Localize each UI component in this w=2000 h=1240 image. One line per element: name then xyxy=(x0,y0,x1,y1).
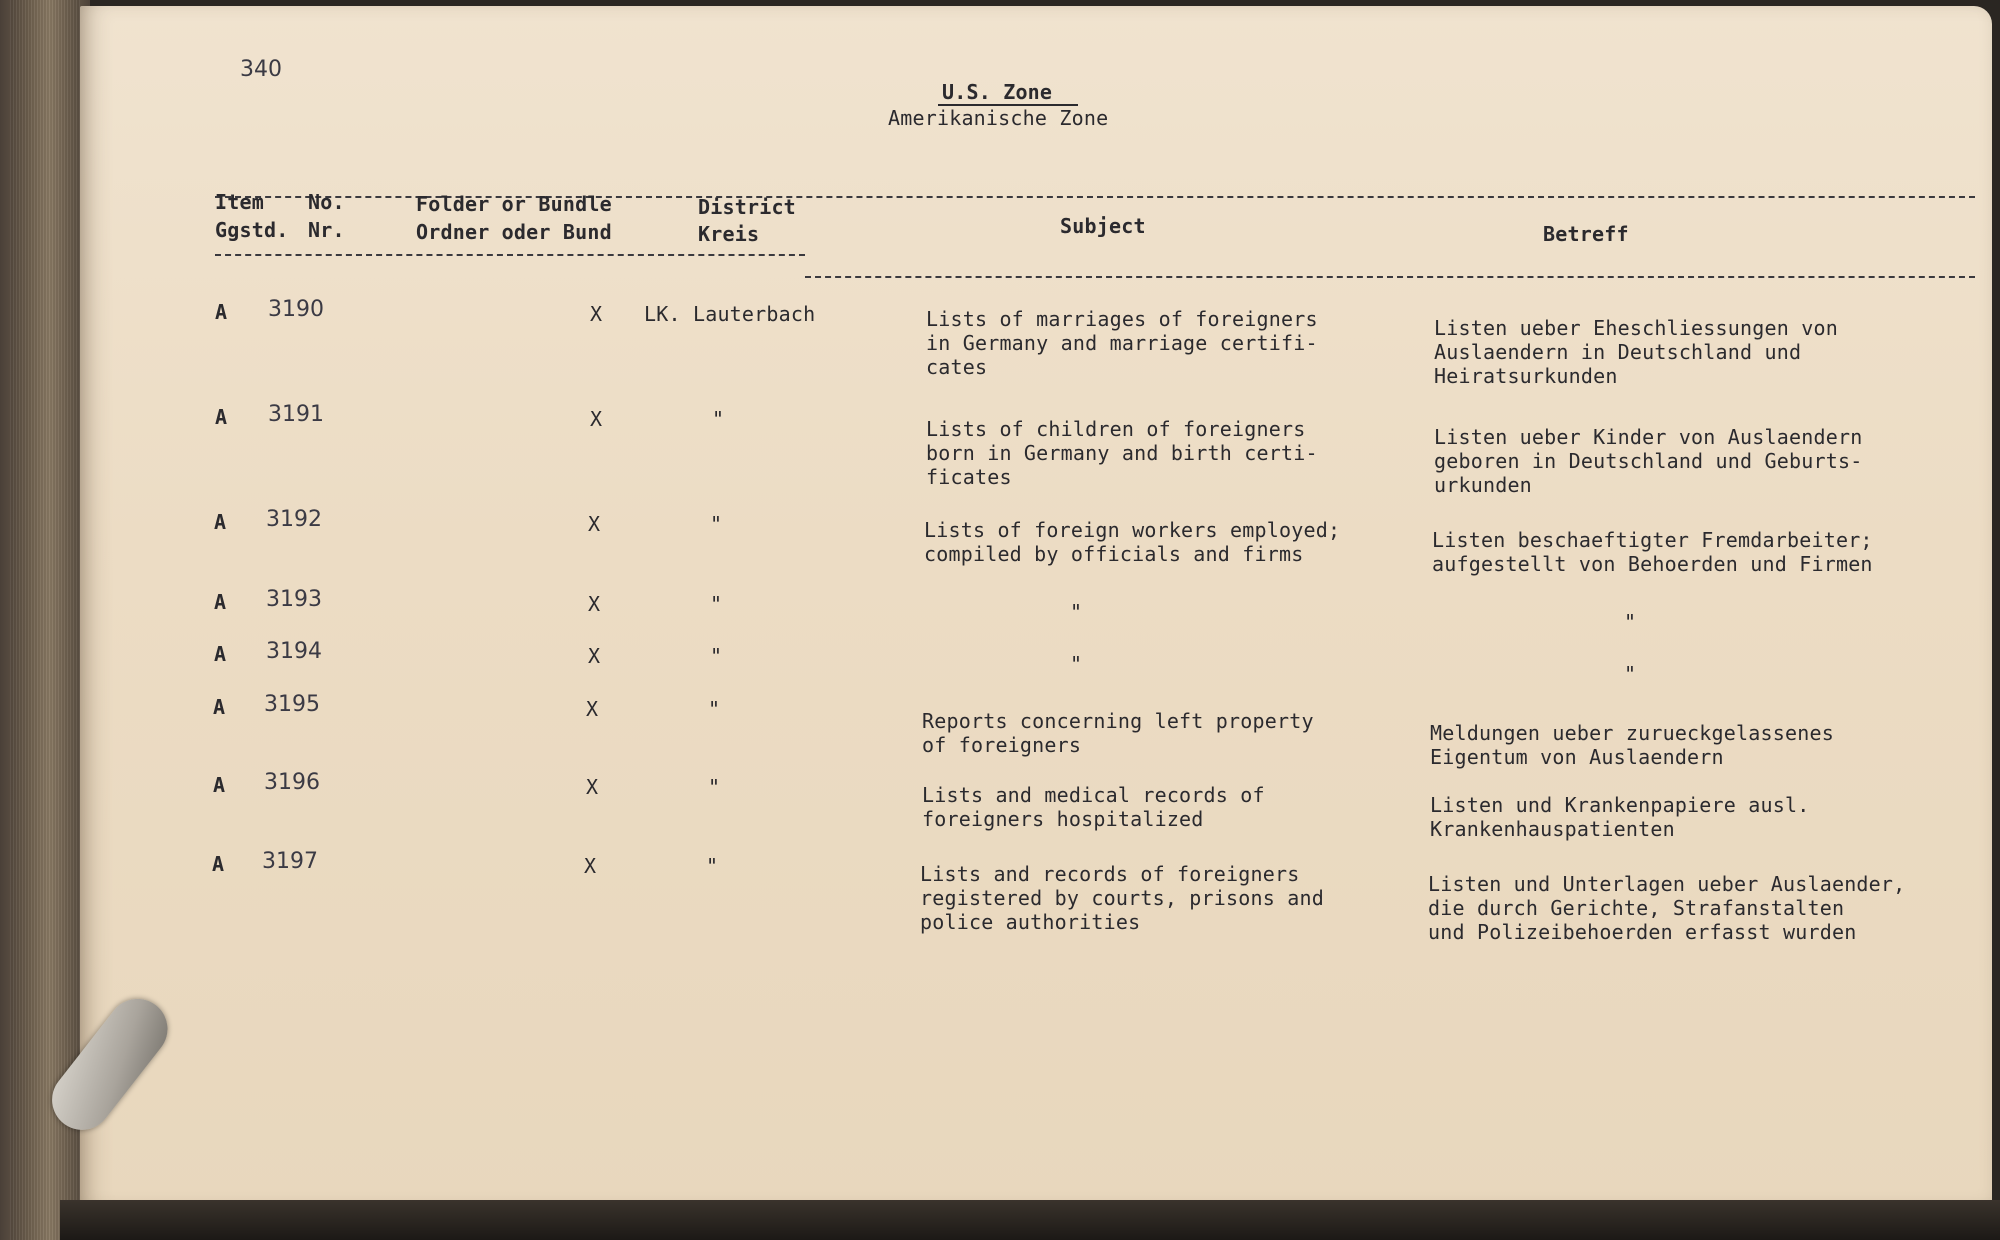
row-folder-mark: X xyxy=(588,512,601,536)
row-betreff-line: Meldungen ueber zurueckgelassenes xyxy=(1430,721,1834,745)
header-item: Item xyxy=(215,190,264,214)
row-betreff-line: Listen und Krankenpapiere ausl. xyxy=(1430,793,1810,817)
row-betreff-line: urkunden xyxy=(1434,473,1532,497)
row-number: 3193 xyxy=(266,587,322,612)
header-folder: Folder or Bundle xyxy=(416,192,612,216)
row-betreff-line: Listen beschaeftigter Fremdarbeiter; xyxy=(1432,528,1873,552)
row-subject-line: Reports concerning left property xyxy=(922,709,1314,733)
row-subject-line: born in Germany and birth certi- xyxy=(926,441,1318,465)
row-betreff-line: " xyxy=(1624,662,1637,686)
row-subject-line: foreigners hospitalized xyxy=(922,807,1204,831)
row-item-code: A xyxy=(213,695,226,719)
row-betreff-line: Listen und Unterlagen ueber Auslaender, xyxy=(1428,872,1906,896)
row-number: 3194 xyxy=(266,639,322,664)
row-item-code: A xyxy=(214,642,227,666)
row-subject-line: of foreigners xyxy=(922,733,1082,757)
row-district: " xyxy=(710,644,723,668)
row-betreff-line: Listen ueber Eheschliessungen von xyxy=(1434,316,1838,340)
row-subject-line: Lists of foreign workers employed; xyxy=(924,518,1341,542)
header-no: No. xyxy=(308,190,345,214)
row-subject-line: in Germany and marriage certifi- xyxy=(926,331,1318,355)
row-item-code: A xyxy=(214,590,227,614)
header-rule-bottom-right xyxy=(805,276,1975,278)
row-betreff-line: geboren in Deutschland und Geburts- xyxy=(1434,449,1863,473)
row-district: " xyxy=(710,592,723,616)
document-page xyxy=(80,6,1992,1212)
row-item-code: A xyxy=(214,510,227,534)
row-betreff-line: und Polizeibehoerden erfasst wurden xyxy=(1428,920,1857,944)
row-subject-line: compiled by officials and firms xyxy=(924,542,1304,566)
row-number: 3191 xyxy=(268,402,324,427)
row-number: 3192 xyxy=(266,507,322,532)
row-folder-mark: X xyxy=(588,592,601,616)
row-folder-mark: X xyxy=(584,854,597,878)
row-item-code: A xyxy=(213,773,226,797)
row-item-code: A xyxy=(212,852,225,876)
row-district: " xyxy=(710,512,723,536)
row-subject-line: police authorities xyxy=(920,910,1141,934)
row-subject-line: cates xyxy=(926,355,988,379)
row-betreff-line: aufgestellt von Behoerden und Firmen xyxy=(1432,552,1873,576)
row-subject-line: registered by courts, prisons and xyxy=(920,886,1324,910)
row-district: " xyxy=(708,697,721,721)
row-folder-mark: X xyxy=(590,407,603,431)
row-district: " xyxy=(708,775,721,799)
row-betreff-line: Eigentum von Auslaendern xyxy=(1430,745,1724,769)
row-folder-mark: X xyxy=(588,644,601,668)
row-number: 3196 xyxy=(264,770,320,795)
row-betreff-line: Krankenhauspatienten xyxy=(1430,817,1675,841)
page-subtitle: Amerikanische Zone xyxy=(888,106,1109,130)
row-district: " xyxy=(706,854,719,878)
page-number: 340 xyxy=(240,57,282,82)
header-no-de: Nr. xyxy=(308,218,345,242)
header-district-de: Kreis xyxy=(698,222,760,246)
book-edge xyxy=(0,0,90,1240)
header-betreff: Betreff xyxy=(1543,222,1629,246)
header-folder-de: Ordner oder Bund xyxy=(416,220,612,244)
page-title: U.S. Zone xyxy=(942,80,1053,104)
row-number: 3197 xyxy=(262,849,318,874)
header-subject: Subject xyxy=(1060,214,1146,238)
header-rule-bottom-left xyxy=(215,254,805,256)
row-district: " xyxy=(712,407,725,431)
row-item-code: A xyxy=(215,405,228,429)
row-subject-line: ficates xyxy=(926,465,1012,489)
row-betreff-line: Listen ueber Kinder von Auslaendern xyxy=(1434,425,1863,449)
row-subject-line: " xyxy=(1070,652,1083,676)
row-betreff-line: " xyxy=(1624,610,1637,634)
header-district: District xyxy=(698,195,796,219)
row-betreff-line: Heiratsurkunden xyxy=(1434,364,1618,388)
row-number: 3190 xyxy=(268,297,324,322)
page-shadow xyxy=(60,1200,2000,1240)
row-folder-mark: X xyxy=(586,697,599,721)
row-subject-line: Lists and medical records of xyxy=(922,783,1265,807)
row-subject-line: Lists and records of foreigners xyxy=(920,862,1300,886)
row-district: LK. Lauterbach xyxy=(644,302,816,326)
row-subject-line: Lists of children of foreigners xyxy=(926,417,1306,441)
header-item-de: Ggstd. xyxy=(215,218,289,242)
row-subject-line: " xyxy=(1070,600,1083,624)
row-item-code: A xyxy=(215,300,228,324)
row-betreff-line: die durch Gerichte, Strafanstalten xyxy=(1428,896,1845,920)
row-folder-mark: X xyxy=(586,775,599,799)
row-subject-line: Lists of marriages of foreigners xyxy=(926,307,1318,331)
row-number: 3195 xyxy=(264,692,320,717)
row-betreff-line: Auslaendern in Deutschland und xyxy=(1434,340,1802,364)
row-folder-mark: X xyxy=(590,302,603,326)
